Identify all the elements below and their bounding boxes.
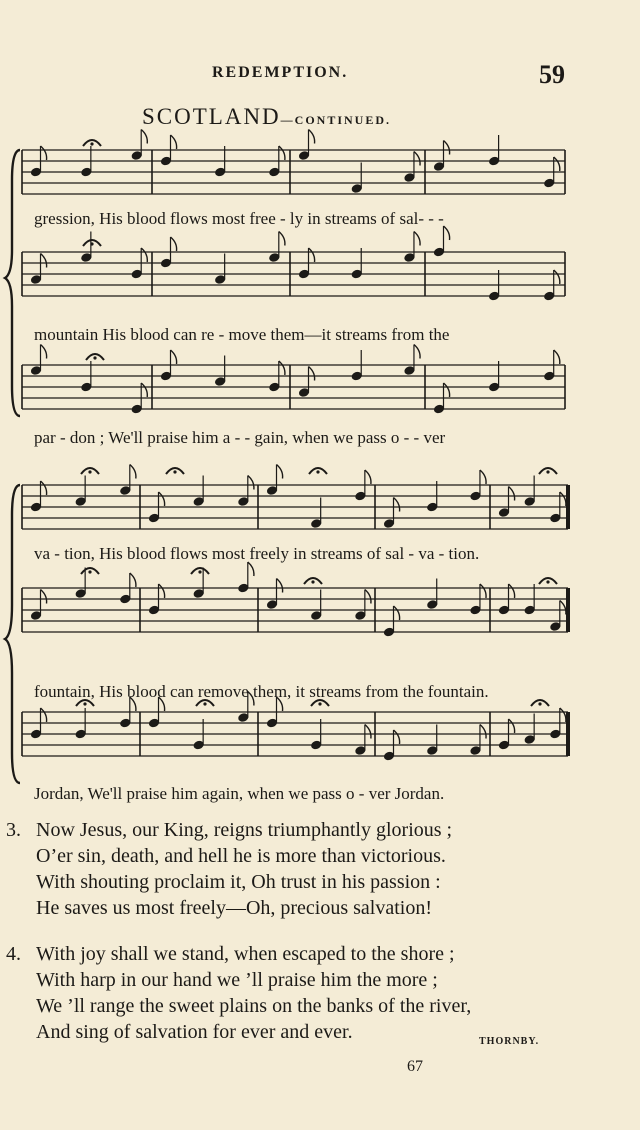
fermata-dot [538,702,541,705]
note-flag [414,345,420,359]
verse-line: With harp in our hand we ’ll praise him the more ; [36,969,438,991]
note-flag [554,157,560,171]
note-flag [365,470,371,484]
page-number: 59 [539,60,565,89]
verse-line: And sing of salvation for ever and ever. [36,1021,353,1043]
running-title: REDEMPTION. [212,64,349,81]
note-flag [554,270,560,284]
note-flag [141,130,147,144]
note-flag [41,590,47,604]
note-flag [171,350,177,364]
verse-line: He saves us most freely—Oh, precious salvation! [36,897,433,919]
fermata-dot [90,142,93,145]
lyric-line: Jordan, We'll praise him again, when we pass o - ver Jordan. [34,784,445,803]
note-flag [248,476,254,490]
note-flag [309,367,315,381]
note-flag [309,130,315,144]
verse-number: 3. [6,819,21,841]
note-flag [394,498,400,512]
fermata-dot [316,470,319,473]
fermata-dot [173,470,176,473]
lyric-line: mountain His blood can re - move them—it streams from the [34,325,450,344]
note-flag [480,470,486,484]
fermata-dot [546,580,549,583]
note-flag [41,708,47,722]
note-flag [277,465,283,479]
note-flag [444,141,450,155]
note-flag [554,350,560,364]
note-flag [309,248,315,262]
note-flag [41,146,47,160]
note-flag [277,579,283,593]
note-flag [560,601,566,615]
fermata-dot [318,702,321,705]
note-flag [279,146,285,160]
lyric-line: gression, His blood flows most free - ly in streams of sal- - - [34,209,444,228]
verse-4 [6,941,626,1045]
note-flag [365,725,371,739]
note-flag [41,345,47,359]
note-flag [141,383,147,397]
note-flag [414,152,420,166]
fermata-dot [83,702,86,705]
note-flag [141,248,147,262]
note-flag [509,487,515,501]
verse-line: With joy shall we stand, when escaped to the shore ; [36,943,455,965]
verse-line: With shouting proclaim it, Oh trust in his passion : [36,871,441,893]
system-brace [5,150,20,416]
note-flag [130,573,136,587]
note-flag [248,562,254,576]
verse-line: O’er sin, death, and hell he is more than victorious. [36,845,446,867]
note-flag [509,584,515,598]
note-flag [171,237,177,251]
note-flag [365,590,371,604]
note-flag [560,492,566,506]
lyric-line: par - don ; We'll praise him a - - gain, when we pass o - - ver [34,428,446,447]
note-flag [130,465,136,479]
continued-label: —CONTINUED. [280,113,392,127]
fermata-dot [90,242,93,245]
note-flag [394,606,400,620]
note-flag [480,584,486,598]
verse-line: We ’ll range the sweet plains on the banks of the river, [36,995,472,1017]
composer-attribution: THORNBY. [479,1036,540,1047]
fermata-dot [198,570,201,573]
note-flag [171,135,177,149]
footer-number: 67 [407,1058,423,1075]
verse-3 [6,817,626,921]
note-flag [41,254,47,268]
note-flag [159,584,165,598]
tune-name: SCOTLAND [142,104,281,129]
note-flag [394,730,400,744]
note-flag [41,481,47,495]
note-flag [444,383,450,397]
fermata-dot [203,702,206,705]
fermata-dot [546,470,549,473]
fermata-dot [88,570,91,573]
note-flag [414,232,420,246]
note-flag [480,725,486,739]
system-brace [5,485,20,783]
fermata-dot [88,470,91,473]
note-flag [279,361,285,375]
note-flag [560,708,566,722]
fermata-dot [311,580,314,583]
note-flag [279,232,285,246]
verse-line: Now Jesus, our King, reigns triumphantly glorious ; [36,819,453,841]
verse-number: 4. [6,943,21,965]
note-flag [159,492,165,506]
lyric-line: va - tion, His blood flows most freely in streams of sal - va - tion. [34,544,480,563]
note-flag [509,719,515,733]
fermata-dot [93,356,96,359]
lyric-line: fountain, His blood can remove them, it streams from the fountain. [34,682,489,701]
